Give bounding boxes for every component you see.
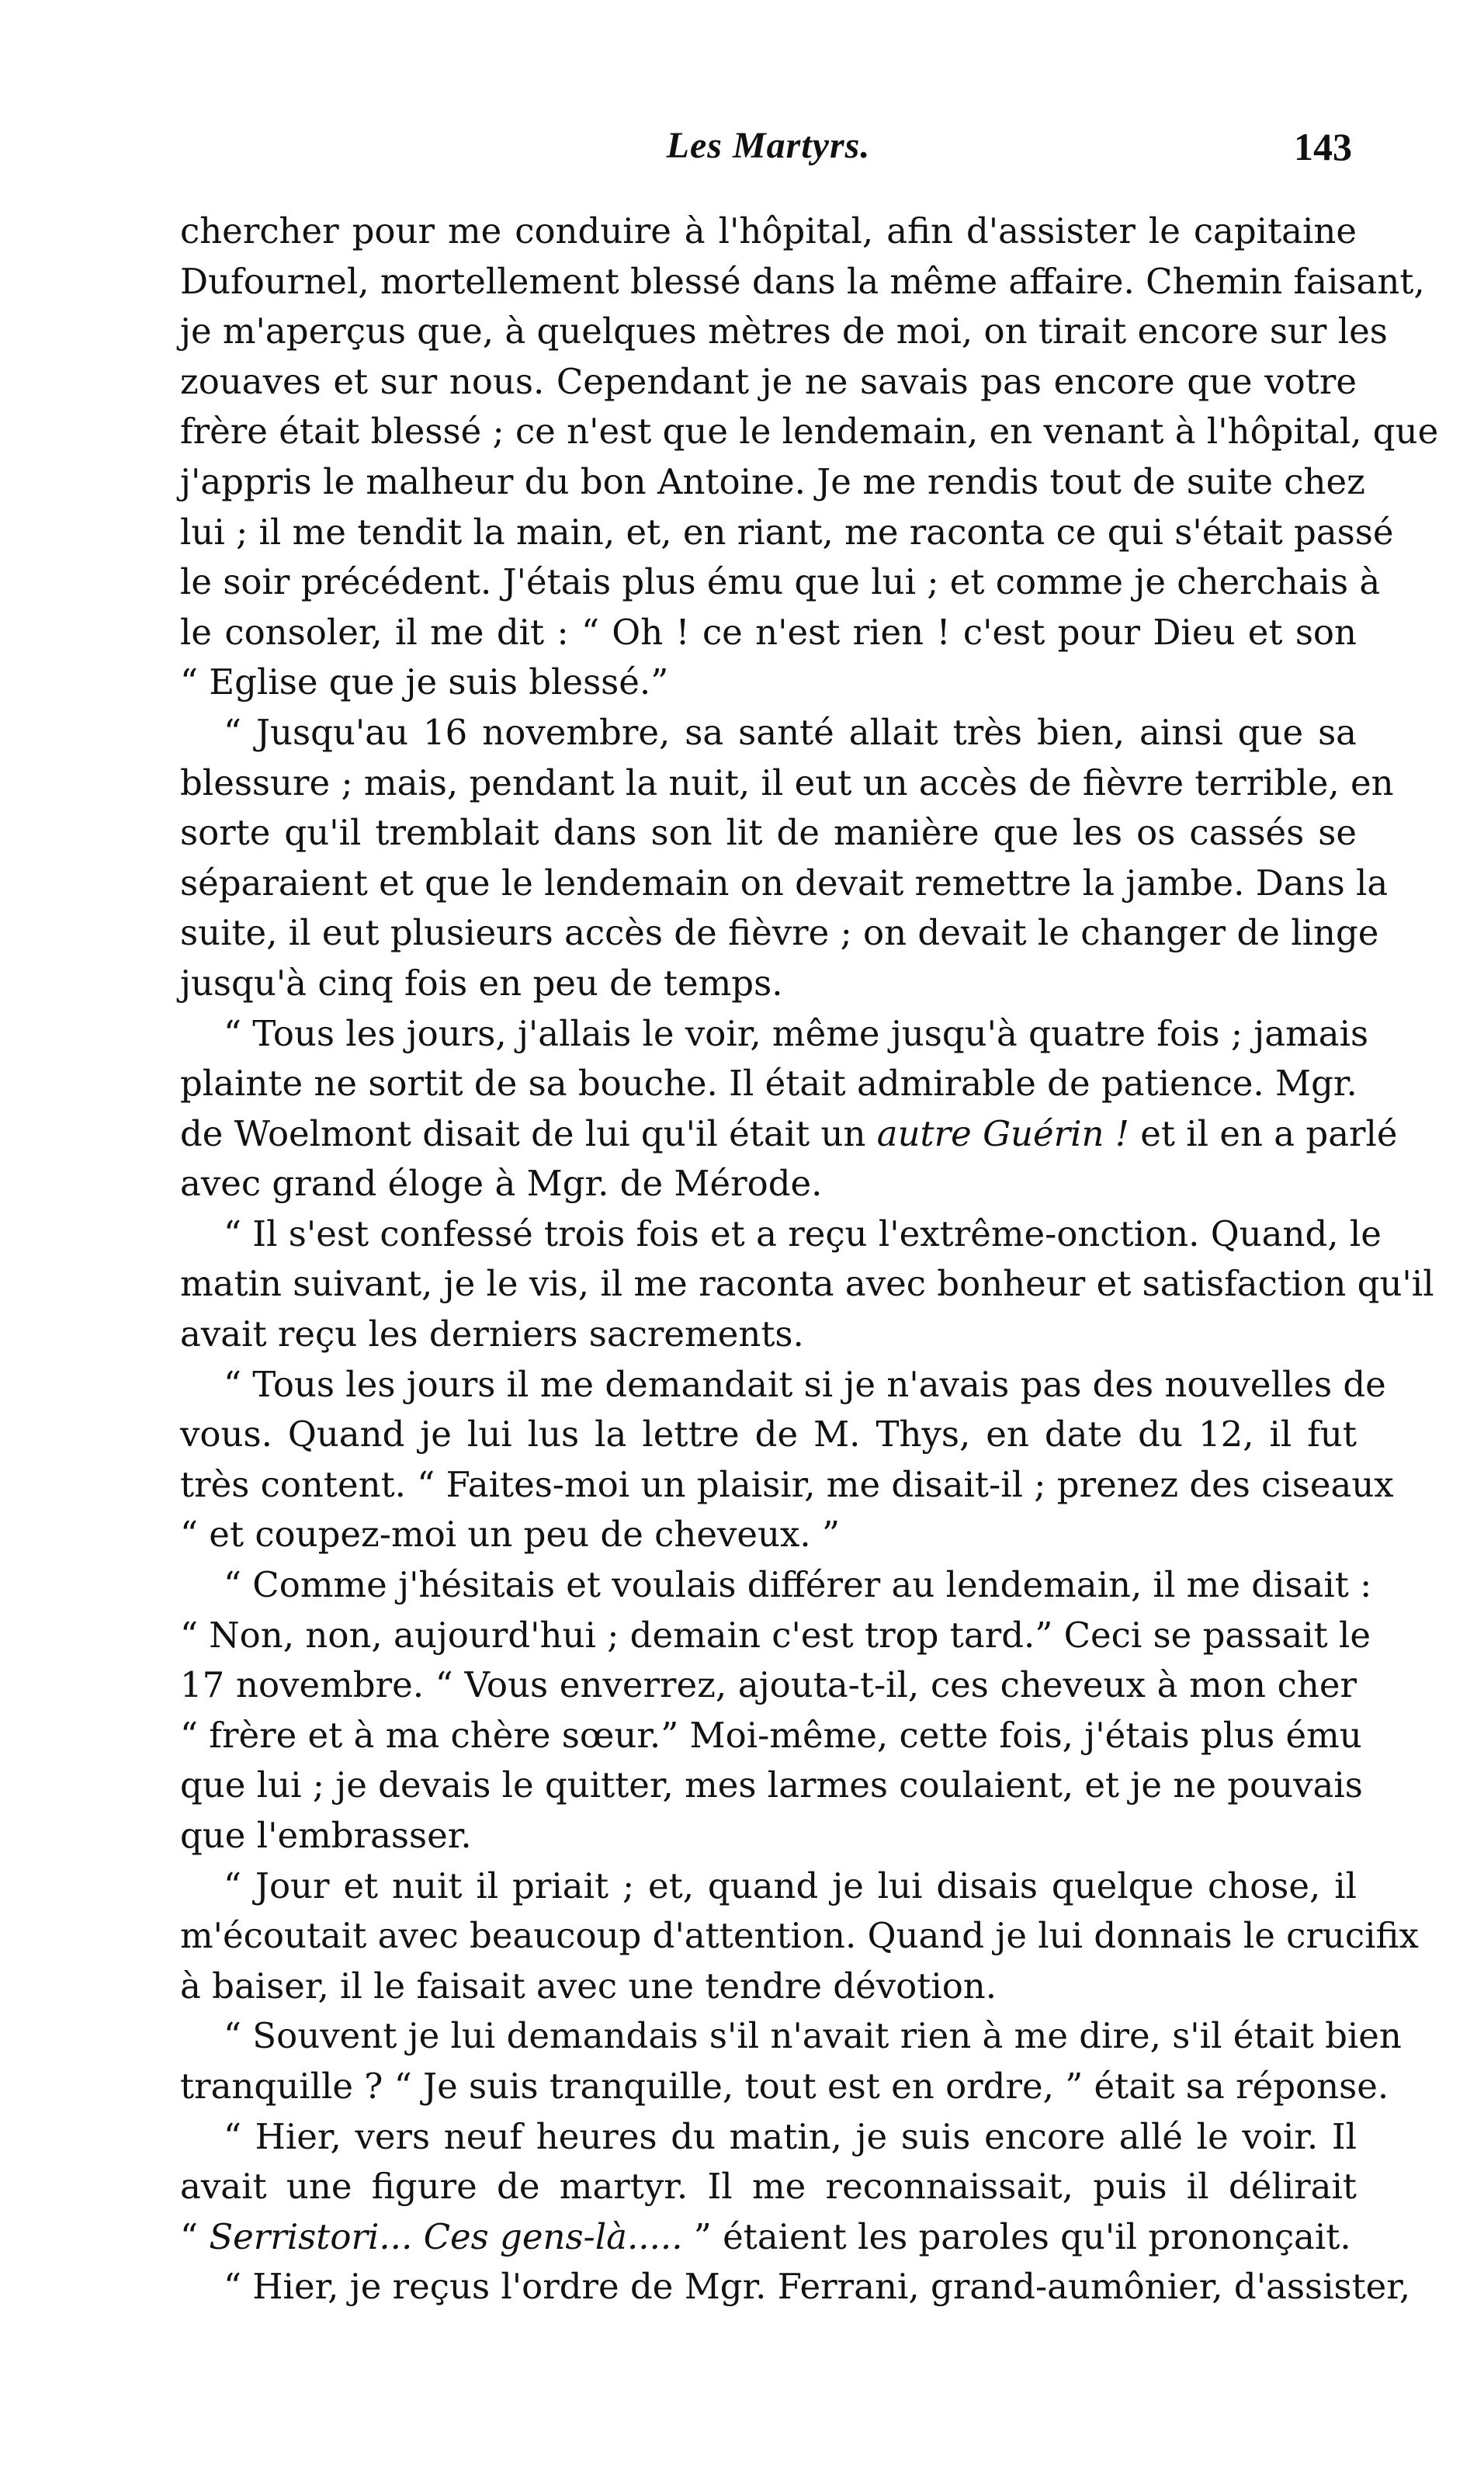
text-line-with-italic (180, 2212, 1357, 2263)
text-segment: et il en a parlé (1129, 1112, 1398, 1154)
text-line: “ Souvent je lui demandais s'il n'avait rien à me dire, s'il était bien (224, 2015, 1402, 2057)
text-line: zouaves et sur nous. Cependant je ne savais pas encore que votre (180, 360, 1357, 402)
text-line: 17 novembre. “ Vous enverrez, ajouta-t-il, ces cheveux à mon cher (180, 1664, 1357, 1706)
text-line: je m'aperçus que, à quelques mètres de moi, on tirait encore sur les (180, 310, 1388, 352)
text-line: avait une figure de martyr. Il me reconnaissait, puis il délirait (180, 2166, 1357, 2208)
italic-text: Serristori... Ces gens-là..... (209, 2215, 683, 2257)
text-line: vous. Quand je lui lus la lettre de M. Thys, en date du 12, il fut (180, 1414, 1357, 1455)
text-line-with-italic (180, 1109, 1398, 1160)
text-line: sorte qu'il tremblait dans son lit de manière que les os cassés se (180, 812, 1357, 854)
text-line: lui ; il me tendit la main, et, en riant, me raconta ce qui s'était passé (180, 511, 1394, 553)
text-line: tranquille ? “ Je suis tranquille, tout est en ordre, ” était sa réponse. (180, 2065, 1389, 2107)
text-line: le consoler, il me dit : “ Oh ! ce n'est rien ! c'est pour Dieu et son (180, 611, 1357, 653)
text-line: “ frère et à ma chère sœur.” Moi-même, cette fois, j'étais plus ému (180, 1714, 1362, 1756)
italic-text: autre Guérin ! (876, 1112, 1129, 1154)
text-line: séparaient et que le lendemain on devait remettre la jambe. Dans la (180, 862, 1389, 904)
text-line: suite, il eut plusieurs accès de fièvre ; on devait le changer de linge (180, 912, 1379, 954)
text-line: avait reçu les derniers sacrements. (180, 1313, 804, 1355)
text-line: j'appris le malheur du bon Antoine. Je me rendis tout de suite chez (180, 460, 1365, 502)
text-segment: “ (180, 2215, 210, 2257)
text-line: “ Hier, vers neuf heures du matin, je suis encore allé le voir. Il (224, 2115, 1357, 2157)
text-line: très content. “ Faites-moi un plaisir, me disait-il ; prenez des ciseaux (180, 1463, 1394, 1505)
text-line: que lui ; je devais le quitter, mes larmes coulaient, et je ne pouvais (180, 1764, 1363, 1806)
text-line: “ et coupez-moi un peu de cheveux. ” (180, 1514, 840, 1556)
text-line: “ Comme j'hésitais et voulais différer au lendemain, il me disait : (224, 1564, 1372, 1606)
text-line: blessure ; mais, pendant la nuit, il eut un accès de fièvre terrible, en (180, 761, 1394, 803)
text-line: que l'embrasser. (180, 1815, 472, 1856)
text-line: “ Non, non, aujourd'hui ; demain c'est trop tard.” Ceci se passait le (180, 1614, 1371, 1656)
text-segment: ” étaient les paroles qu'il prononçait. (682, 2215, 1351, 2257)
text-line: “ Hier, je reçus l'ordre de Mgr. Ferrani, grand-aumônier, d'assister, (224, 2266, 1411, 2308)
text-line: avec grand éloge à Mgr. de Mérode. (180, 1163, 823, 1205)
running-title: Les Martyrs. (666, 125, 871, 166)
text-line: “ Tous les jours, j'allais le voir, même jusqu'à quatre fois ; jamais (224, 1012, 1369, 1054)
body-text (180, 206, 1439, 2312)
text-line: à baiser, il le faisait avec une tendre dévotion. (180, 1965, 997, 2007)
text-line: le soir précédent. J'étais plus ému que lui ; et comme je cherchais à (180, 561, 1381, 603)
page-number: 143 (1294, 125, 1352, 168)
text-line: “ Tous les jours il me demandait si je n'avais pas des nouvelles de (224, 1363, 1386, 1405)
text-line: “ Eglise que je suis blessé.” (180, 661, 669, 703)
text-segment: de Woelmont disait de lui qu'il était un (180, 1112, 877, 1154)
text-line: “ Il s'est confessé trois fois et a reçu l'extrême-onction. Quand, le (224, 1212, 1382, 1254)
text-line: m'écoutait avec beaucoup d'attention. Quand je lui donnais le crucifix (180, 1915, 1419, 1957)
running-head (180, 124, 1357, 171)
text-line: “ Jour et nuit il priait ; et, quand je lui disais quelque chose, il (224, 1865, 1357, 1906)
text-line: matin suivant, je le vis, il me raconta avec bonheur et satisfaction qu'il (180, 1263, 1434, 1305)
text-line: frère était blessé ; ce n'est que le lendemain, en venant à l'hôpital, que (180, 411, 1439, 453)
text-line: plainte ne sortit de sa bouche. Il était admirable de patience. Mgr. (180, 1063, 1357, 1105)
text-line: “ Jusqu'au 16 novembre, sa santé allait très bien, ainsi que sa (224, 711, 1357, 753)
text-line: chercher pour me conduire à l'hôpital, afin d'assister le capitaine (180, 210, 1357, 252)
text-line: Dufournel, mortellement blessé dans la même affaire. Chemin faisant, (180, 260, 1425, 302)
text-line: jusqu'à cinq fois en peu de temps. (180, 962, 783, 1004)
